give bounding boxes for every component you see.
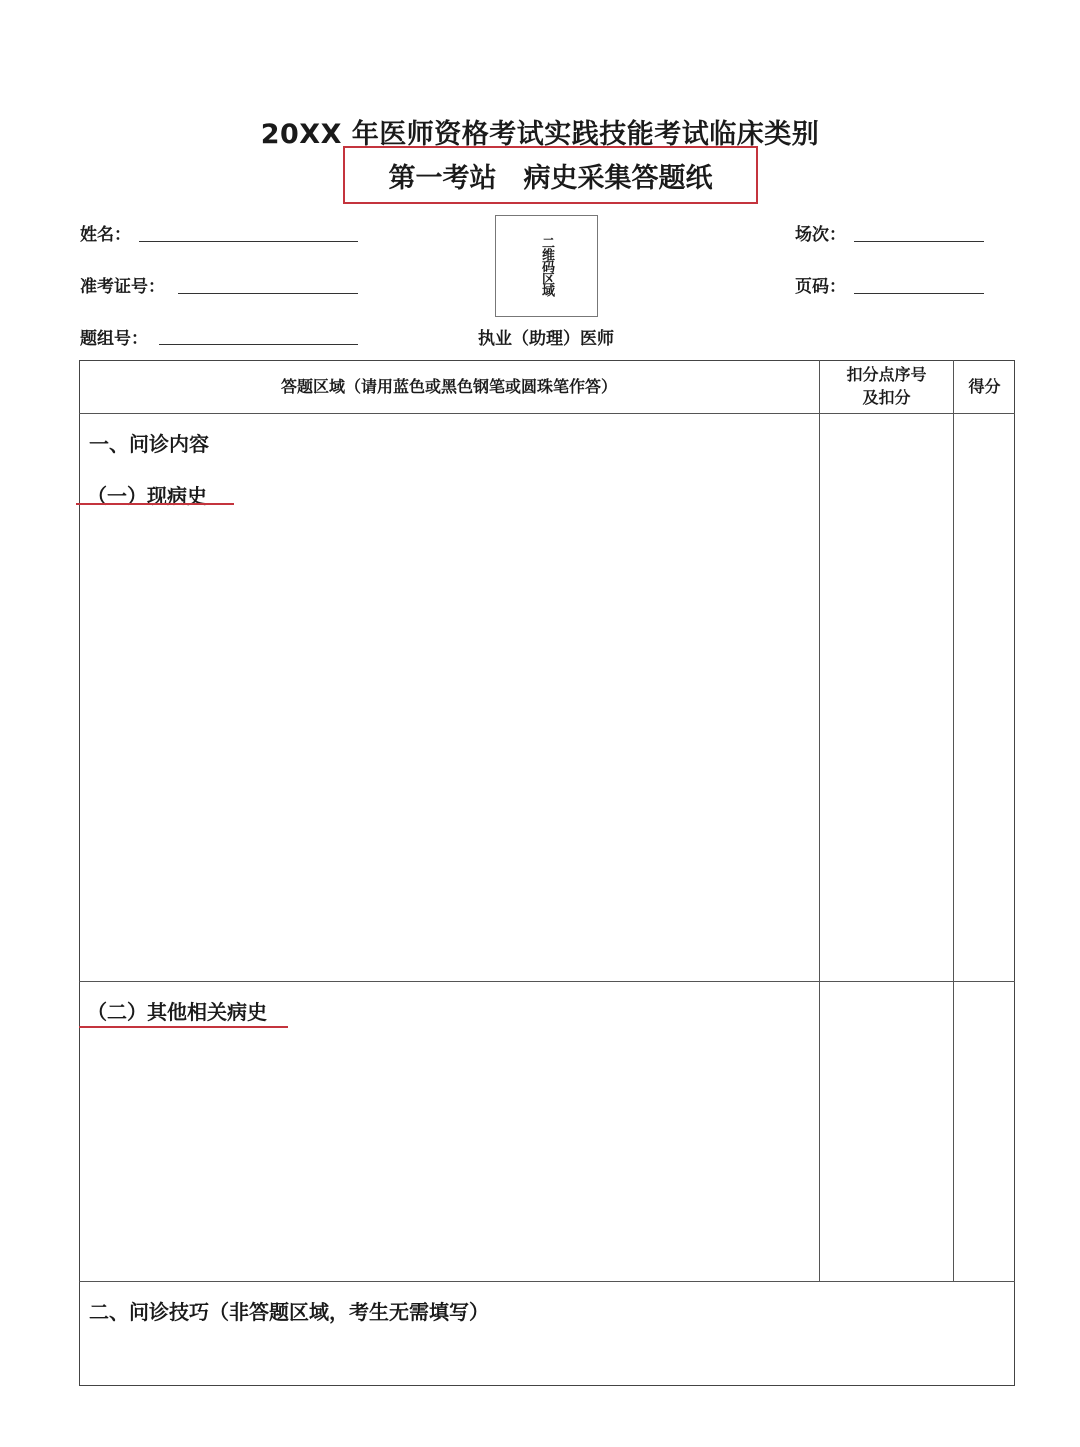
score-column-divider <box>953 360 954 1282</box>
qr-code-area <box>495 215 598 317</box>
subtitle-highlight-box <box>343 146 758 204</box>
exam-id-label: 准考证号： <box>80 277 165 297</box>
header-row-divider <box>79 413 1015 414</box>
answer-area-header: 答题区域（请用蓝色或黑色钢笔或圆珠笔作答） <box>280 377 617 396</box>
section-present-illness: （一）现病史 <box>87 484 207 508</box>
group-label: 题组号： <box>80 329 148 349</box>
qr-code-label: 二维码区域 <box>539 236 554 296</box>
group-field[interactable] <box>159 344 358 345</box>
deduction-column-divider <box>819 360 820 1282</box>
session-field[interactable] <box>854 241 984 242</box>
name-label: 姓名： <box>80 225 131 245</box>
present-illness-underline <box>76 503 234 505</box>
exam-id-field[interactable] <box>178 293 358 294</box>
page-label: 页码： <box>795 277 846 297</box>
deduction-header-line2: 及扣分 <box>862 388 911 408</box>
section-other-history: （二）其他相关病史 <box>87 1000 267 1024</box>
other-history-answer-area[interactable] <box>81 1032 818 1280</box>
sheet-title: 20XX 年医师资格考试实践技能考试临床类别 <box>260 119 820 150</box>
name-field[interactable] <box>139 241 358 242</box>
session-label: 场次： <box>795 225 846 245</box>
section-inquiry-skills: 二、问诊技巧（非答题区域，考生无需填写） <box>89 1300 489 1324</box>
score-header: 得分 <box>968 377 1001 396</box>
sheet-subtitle: 第一考站 病史采集答题纸 <box>388 162 713 194</box>
present-illness-answer-area[interactable] <box>81 510 818 980</box>
physician-type-label: 执业（助理）医师 <box>478 329 614 349</box>
skills-divider <box>79 1281 1015 1282</box>
section-inquiry-content: 一、问诊内容 <box>89 432 209 456</box>
deduction-header-line1: 扣分点序号 <box>846 365 927 384</box>
page-field[interactable] <box>854 293 984 294</box>
deduction-header <box>820 363 953 409</box>
other-history-underline <box>79 1026 288 1028</box>
section-divider <box>79 981 1015 982</box>
